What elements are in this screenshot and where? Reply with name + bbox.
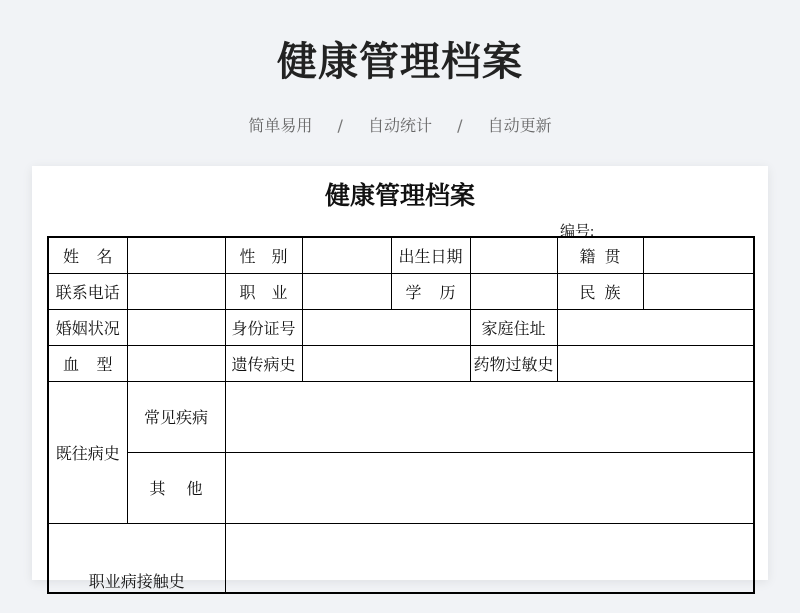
label-drug-allergy: 药物过敏史 (470, 345, 557, 381)
field-common-diseases[interactable] (225, 381, 754, 452)
label-hereditary-history: 遗传病史 (225, 345, 302, 381)
document-title: 健康管理档案 (324, 181, 475, 210)
field-phone[interactable] (127, 273, 225, 309)
field-name[interactable] (127, 237, 225, 273)
tagline (0, 113, 800, 136)
form-row (48, 345, 754, 381)
field-home-address[interactable] (557, 309, 754, 345)
field-occupation[interactable] (302, 273, 391, 309)
health-record-form (47, 236, 755, 594)
field-hereditary-history[interactable] (302, 345, 470, 381)
label-other-history: 其他 (127, 452, 225, 523)
form-row (48, 381, 754, 452)
field-ethnicity[interactable] (643, 273, 754, 309)
tag-easy: 简单易用 (248, 116, 313, 135)
tag-separator: / (457, 116, 463, 135)
form-row (48, 273, 754, 309)
label-home-address: 家庭住址 (470, 309, 557, 345)
page-title: 健康管理档案 (277, 39, 523, 85)
tag-separator: / (337, 116, 343, 135)
label-past-history: 既往病史 (48, 381, 127, 523)
label-common-diseases: 常见疾病 (127, 381, 225, 452)
label-native-place: 籍贯 (557, 237, 643, 273)
form-row (48, 309, 754, 345)
field-education[interactable] (470, 273, 557, 309)
label-ethnicity: 民族 (557, 273, 643, 309)
field-occupational-exposure[interactable] (225, 523, 754, 593)
document-sheet (32, 166, 768, 591)
label-name: 姓名 (48, 237, 127, 273)
serial-label: 编号: (560, 224, 595, 240)
tag-auto-update: 自动更新 (487, 116, 552, 135)
form-row (48, 452, 754, 523)
field-blood-type[interactable] (127, 345, 225, 381)
form-row (48, 523, 754, 593)
label-occupational-exposure: 职业病接触史 (48, 523, 225, 593)
label-gender: 性别 (225, 237, 302, 273)
label-birth-date: 出生日期 (391, 237, 470, 273)
field-marital-status[interactable] (127, 309, 225, 345)
label-id-number: 身份证号 (225, 309, 302, 345)
label-education: 学历 (391, 273, 470, 309)
label-blood-type: 血型 (48, 345, 127, 381)
field-native-place[interactable] (643, 237, 754, 273)
label-occupation: 职业 (225, 273, 302, 309)
form-row (48, 237, 754, 273)
field-birth-date[interactable] (470, 237, 557, 273)
field-drug-allergy[interactable] (557, 345, 754, 381)
field-other-history[interactable] (225, 452, 754, 523)
field-id-number[interactable] (302, 309, 470, 345)
field-gender[interactable] (302, 237, 391, 273)
label-marital-status: 婚姻状况 (48, 309, 127, 345)
tag-auto-stats: 自动统计 (367, 116, 432, 135)
label-phone: 联系电话 (48, 273, 127, 309)
